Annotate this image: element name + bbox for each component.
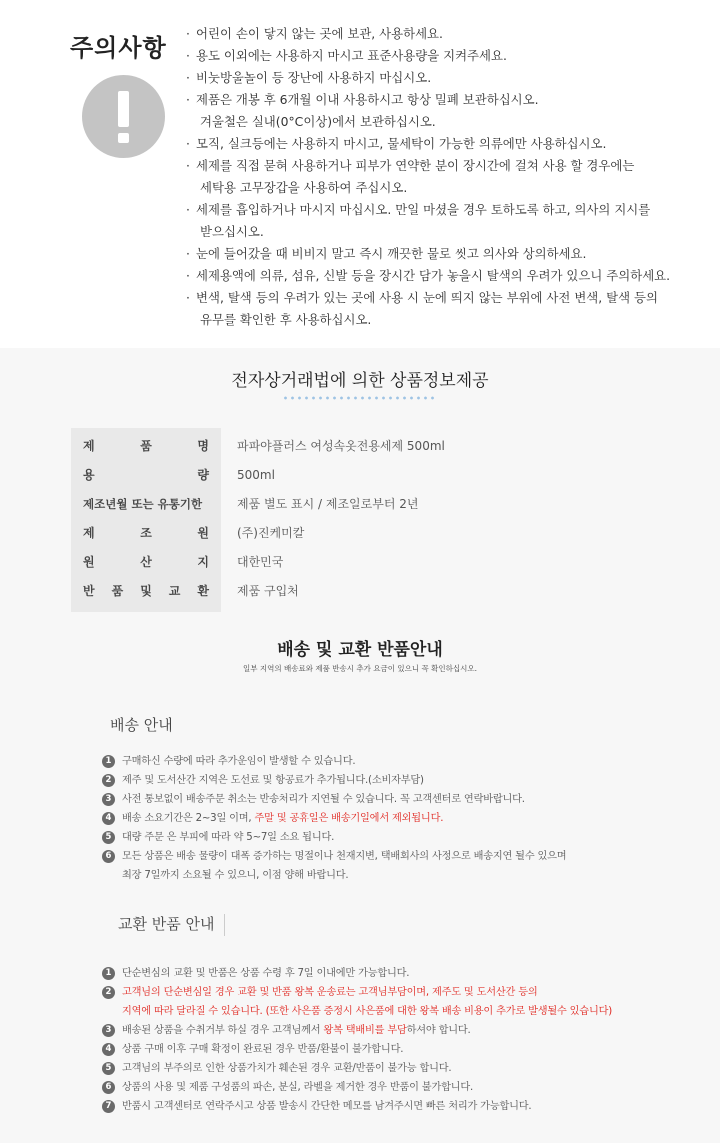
bullet: · bbox=[186, 246, 190, 261]
bullet: · bbox=[186, 290, 190, 305]
notice-line bbox=[122, 1082, 473, 1093]
caution-item-text: 변색, 탈색 등의 우려가 있는 곳에 사용 시 눈에 띄지 않는 부위에 사전 변색, 탈색 등의 bbox=[196, 290, 658, 305]
number-badge: 3 bbox=[102, 1024, 115, 1037]
notice-item bbox=[102, 847, 712, 885]
number-badge: 4 bbox=[102, 812, 115, 825]
info-label bbox=[83, 432, 209, 461]
info-label-char: 명 bbox=[197, 439, 209, 453]
info-row bbox=[71, 461, 671, 490]
caution-title: 주의사항 bbox=[70, 34, 167, 62]
notice-text: 제주 및 도서산간 지역은 도선료 및 항공료가 추가됩니다.(소비자부담) bbox=[122, 775, 424, 786]
notice-item bbox=[102, 1097, 712, 1116]
caution-item bbox=[186, 243, 716, 265]
notice-text: 대량 주문 은 부피에 따라 약 5~7일 소요 됩니다. bbox=[122, 832, 335, 843]
caution-item bbox=[186, 133, 716, 155]
notice-item bbox=[102, 752, 712, 771]
caution-section bbox=[0, 0, 720, 348]
bullet: · bbox=[186, 26, 190, 41]
notice-item bbox=[102, 809, 712, 828]
notice-text: 상품의 사용 및 제품 구성품의 파손, 분실, 라벨을 제거한 경우 반품이 불가합니다. bbox=[122, 1082, 474, 1093]
caution-item bbox=[186, 199, 716, 243]
bullet: · bbox=[186, 158, 190, 173]
product-info-title: 전자상거래법에 의한 상품정보제공 bbox=[231, 371, 489, 391]
text-cursor bbox=[224, 914, 225, 936]
info-label-char: 조 bbox=[140, 526, 152, 540]
notice-text: 사전 통보없이 배송주문 취소는 반송처리가 지연될 수 있습니다. 꼭 고객센터로 연락바랍니다. bbox=[122, 794, 525, 805]
caution-list bbox=[186, 23, 716, 331]
bullet: · bbox=[186, 202, 190, 217]
info-row bbox=[71, 577, 671, 606]
notice-text: 단순변심의 교환 및 반품은 상품 수령 후 7일 이내에만 가능합니다. bbox=[122, 968, 410, 979]
highlight-text: 왕복 택배비를 부담 bbox=[323, 1025, 407, 1036]
number-badge: 2 bbox=[102, 774, 115, 787]
number-badge: 5 bbox=[102, 1062, 115, 1075]
caution-item-continuation: 받으십시오. bbox=[200, 224, 264, 239]
exchange-heading bbox=[118, 913, 225, 936]
notice-item bbox=[102, 1040, 712, 1059]
info-label-char: 반 bbox=[83, 584, 95, 598]
caution-item bbox=[186, 155, 716, 199]
info-value: 제품 구입처 bbox=[237, 584, 299, 598]
notice-text: 모든 상품은 배송 물량이 대폭 증가하는 명절이나 천재지변, 택배회사의 사정으로 배송지연 될수 있으며 bbox=[122, 851, 567, 862]
info-row bbox=[71, 548, 671, 577]
notice-line bbox=[122, 794, 525, 805]
info-row bbox=[71, 490, 671, 519]
caution-item-text: 비눗방울놀이 등 장난에 사용하지 마십시오. bbox=[196, 70, 432, 85]
notice-line bbox=[122, 1101, 531, 1112]
info-value: 500ml bbox=[237, 468, 275, 482]
caution-item bbox=[186, 287, 716, 331]
notice-line bbox=[122, 987, 538, 998]
caution-item-continuation: 유무를 확인한 후 사용하십시오. bbox=[200, 312, 372, 327]
info-label bbox=[83, 548, 209, 577]
info-label-char: 원 bbox=[197, 526, 209, 540]
bullet: · bbox=[186, 268, 190, 283]
info-value: 제품 별도 표시 / 제조일로부터 2년 bbox=[237, 497, 419, 511]
info-label-char: 품 bbox=[111, 584, 124, 598]
notice-line bbox=[122, 851, 566, 862]
exchange-heading-text: 교환 반품 안내 bbox=[118, 915, 215, 933]
info-label-char: 및 bbox=[140, 584, 152, 598]
notice-text: 하셔야 합니다. bbox=[406, 1025, 471, 1036]
notice-line bbox=[122, 832, 334, 843]
dotted-divider bbox=[282, 396, 438, 400]
delivery-heading bbox=[110, 714, 173, 735]
exclamation-dot bbox=[118, 133, 129, 143]
notice-continuation bbox=[122, 1002, 712, 1021]
caution-item bbox=[186, 89, 716, 133]
caution-item-continuation: 겨울철은 실내(0°C이상)에서 보관하십시오. bbox=[200, 114, 436, 129]
caution-item-text: 세제를 흡입하거나 마시지 마십시오. 만일 마셨을 경우 토하도록 하고, 의사의 지시를 bbox=[196, 202, 651, 217]
caution-item-text: 제품은 개봉 후 6개월 이내 사용하시고 항상 밀폐 보관하십시오. bbox=[196, 92, 539, 107]
notice-line bbox=[122, 1044, 403, 1055]
info-label: 제조년월 또는 유통기한 bbox=[83, 497, 203, 511]
number-badge: 7 bbox=[102, 1100, 115, 1113]
notice-text: 상품 구매 이후 구매 확정이 완료된 경우 반품/환불이 불가합니다. bbox=[122, 1044, 404, 1055]
info-value: 대한민국 bbox=[237, 555, 284, 569]
number-badge: 1 bbox=[102, 967, 115, 980]
info-label-char: 산 bbox=[140, 555, 152, 569]
notice-text: 배송된 상품을 수취거부 하실 경우 고객님께서 bbox=[122, 1025, 324, 1036]
notice-item bbox=[102, 1021, 712, 1040]
number-badge: 2 bbox=[102, 986, 115, 999]
notice-text: 배송 소요기간은 2~3일 이며, bbox=[122, 813, 255, 824]
number-badge: 6 bbox=[102, 850, 115, 863]
highlight-text: 고객님의 단순변심일 경우 교환 및 반품 왕복 운송료는 고객님부담이며, 제주도 및 도서산간 등의 bbox=[122, 987, 538, 998]
caution-item-text: 눈에 들어갔을 때 비비지 말고 즉시 깨끗한 물로 씻고 의사와 상의하세요. bbox=[196, 246, 587, 261]
highlight-text: 주말 및 공휴일은 배송기일에서 제외됩니다. bbox=[254, 813, 444, 824]
caution-item-text: 세제를 직접 묻혀 사용하거나 피부가 연약한 분이 장시간에 걸쳐 사용 할 경우에는 bbox=[196, 158, 635, 173]
caution-item-text: 어린이 손이 닿지 않는 곳에 보관, 사용하세요. bbox=[196, 26, 443, 41]
notice-continuation bbox=[122, 866, 712, 885]
info-value: (주)진케미칼 bbox=[237, 526, 305, 540]
notice-text: 고객님의 부주의로 인한 상품가치가 훼손된 경우 교환/반품이 불가능 합니다. bbox=[122, 1063, 452, 1074]
notice-item bbox=[102, 828, 712, 847]
info-label-char: 원 bbox=[83, 555, 95, 569]
delivery-list bbox=[102, 752, 712, 885]
info-value: 파파야플러스 여성속옷전용세제 500ml bbox=[237, 439, 445, 453]
info-label-char: 제 bbox=[83, 439, 95, 453]
info-label bbox=[83, 519, 209, 548]
info-label-char: 지 bbox=[197, 555, 209, 569]
bullet: · bbox=[186, 136, 190, 151]
number-badge: 4 bbox=[102, 1043, 115, 1056]
number-badge: 6 bbox=[102, 1081, 115, 1094]
exclamation-icon bbox=[82, 75, 165, 158]
shipping-subtitle: 일부 지역의 배송료와 제품 반송시 추가 요금이 있으니 꼭 확인하십시오. bbox=[243, 664, 477, 673]
exclamation-bar bbox=[118, 91, 129, 127]
caution-item-text: 세제용액에 의류, 섬유, 신발 등을 장시간 담가 놓을시 탈색의 우려가 있으니 주의하세요. bbox=[196, 268, 671, 283]
notice-text: 최장 7일까지 소요될 수 있으니, 이점 양해 바랍니다. bbox=[122, 870, 349, 881]
exchange-list bbox=[102, 964, 712, 1116]
info-row bbox=[71, 519, 671, 548]
info-row bbox=[71, 432, 671, 461]
caution-item-continuation: 세탁용 고무장갑을 사용하여 주십시오. bbox=[200, 180, 408, 195]
info-label-char: 용 bbox=[83, 468, 95, 482]
info-label-char: 환 bbox=[197, 584, 209, 598]
info-label-char: 교 bbox=[168, 584, 181, 598]
info-label bbox=[83, 577, 209, 606]
info-label-char: 량 bbox=[197, 468, 209, 482]
notice-line bbox=[122, 775, 424, 786]
notice-text: 구매하신 수량에 따라 추가운임이 발생할 수 있습니다. bbox=[122, 756, 356, 767]
highlight-text: 지역에 따라 달라질 수 있습니다. (또한 사은품 증정시 사은품에 대한 왕복 배송 비용이 추가로 발생될수 있습니다) bbox=[122, 1006, 613, 1017]
bullet: · bbox=[186, 92, 190, 107]
delivery-heading-text: 배송 안내 bbox=[110, 716, 173, 734]
caution-item-text: 모직, 실크등에는 사용하지 마시고, 물세탁이 가능한 의류에만 사용하십시오. bbox=[196, 136, 607, 151]
info-label bbox=[83, 461, 209, 490]
notice-item bbox=[102, 771, 712, 790]
notice-item bbox=[102, 1078, 712, 1097]
notice-text: 반품시 고객센터로 연락주시고 상품 발송시 간단한 메모를 남겨주시면 빠른 처리가 가능합니다. bbox=[122, 1101, 532, 1112]
notice-item bbox=[102, 983, 712, 1021]
shipping-title: 배송 및 교환 반품안내 bbox=[277, 640, 443, 660]
info-label-char: 제 bbox=[83, 526, 95, 540]
bullet: · bbox=[186, 48, 190, 63]
notice-item bbox=[102, 790, 712, 809]
caution-item bbox=[186, 67, 716, 89]
caution-item bbox=[186, 45, 716, 67]
caution-item-text: 용도 이외에는 사용하지 마시고 표준사용량을 지켜주세요. bbox=[196, 48, 507, 63]
number-badge: 3 bbox=[102, 793, 115, 806]
notice-line bbox=[122, 813, 443, 824]
number-badge: 1 bbox=[102, 755, 115, 768]
bullet: · bbox=[186, 70, 190, 85]
caution-item bbox=[186, 265, 716, 287]
notice-item bbox=[102, 1059, 712, 1078]
notice-line bbox=[122, 1063, 451, 1074]
caution-item bbox=[186, 23, 716, 45]
info-label-char: 품 bbox=[140, 439, 152, 453]
number-badge: 5 bbox=[102, 831, 115, 844]
notice-line bbox=[122, 1025, 471, 1036]
notice-line bbox=[122, 756, 355, 767]
notice-item bbox=[102, 964, 712, 983]
notice-line bbox=[122, 968, 409, 979]
